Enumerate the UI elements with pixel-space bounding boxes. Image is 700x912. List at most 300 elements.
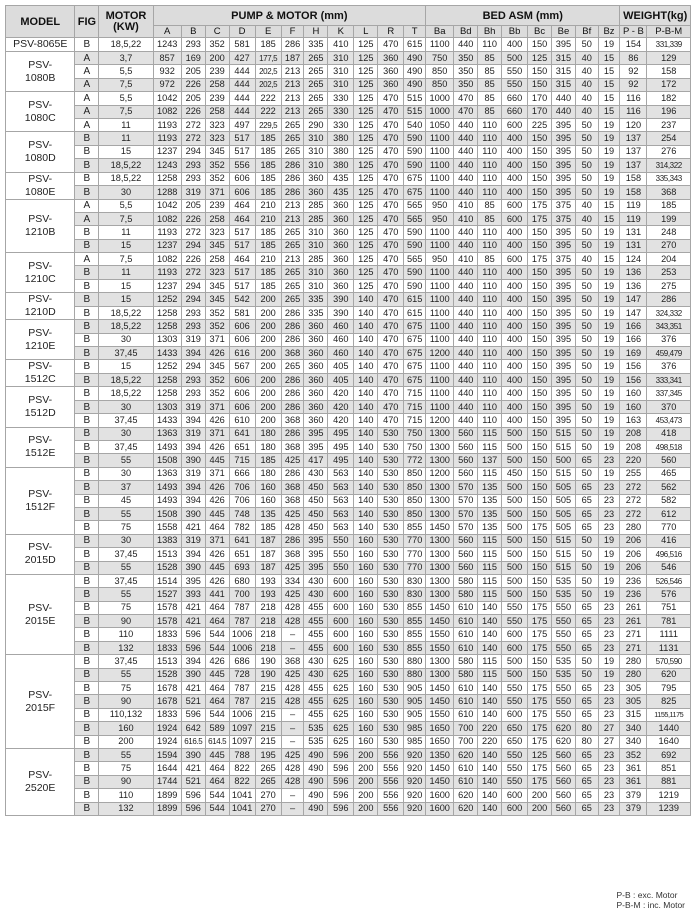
value-cell: 213 xyxy=(281,78,304,91)
value-cell: 590 xyxy=(404,132,426,145)
value-cell: 352 xyxy=(205,387,229,400)
value-cell: 50 xyxy=(575,347,598,360)
value-cell: 265 xyxy=(304,52,328,65)
value-cell: 428 xyxy=(281,762,304,775)
table-row xyxy=(6,534,691,547)
value-cell: 600 xyxy=(502,641,528,654)
value-cell: 600 xyxy=(328,615,354,628)
value-cell: 200 xyxy=(255,387,281,400)
value-cell: 470 xyxy=(378,199,404,212)
value-cell: 50 xyxy=(575,400,598,413)
value-cell: 614.5 xyxy=(205,735,229,748)
value-cell: 625 xyxy=(328,668,354,681)
value-cell: 199 xyxy=(647,212,691,225)
value-cell: – xyxy=(281,628,304,641)
value-cell: 610 xyxy=(454,601,478,614)
value-cell: 19 xyxy=(598,186,620,200)
header-sub-column: Bd xyxy=(454,26,478,38)
value-cell: 770 xyxy=(404,561,426,574)
value-cell: 905 xyxy=(404,695,426,708)
value-cell: 125 xyxy=(354,266,378,279)
value-cell: 23 xyxy=(598,708,620,721)
value-cell: 530 xyxy=(378,655,404,668)
value-cell: 185 xyxy=(255,132,281,145)
value-cell: 440 xyxy=(454,360,478,374)
value-cell: 319 xyxy=(181,400,205,413)
value-cell: 440 xyxy=(454,159,478,172)
value-cell: 140 xyxy=(354,320,378,333)
fig-cell: B xyxy=(75,748,99,761)
value-cell: 150 xyxy=(528,172,552,186)
value-cell: 700 xyxy=(454,735,478,748)
value-cell: 19 xyxy=(598,38,620,52)
value-cell: 85 xyxy=(478,92,502,105)
value-cell: 590 xyxy=(404,159,426,172)
value-cell: 400 xyxy=(502,132,528,145)
value-cell: 1513 xyxy=(153,548,181,561)
value-cell: 550 xyxy=(551,708,575,721)
value-cell: 305 xyxy=(620,682,647,695)
value-cell: 822 xyxy=(229,762,255,775)
value-cell: 615 xyxy=(404,306,426,320)
value-cell: 530 xyxy=(378,588,404,601)
fig-cell: B xyxy=(75,481,99,494)
value-cell: 550 xyxy=(551,641,575,654)
value-cell: 156 xyxy=(620,360,647,374)
value-cell: 177,5 xyxy=(255,52,281,65)
motor-kw-cell: 132 xyxy=(99,641,153,654)
motor-kw-cell: 37,45 xyxy=(99,440,153,453)
value-cell: 19 xyxy=(598,588,620,601)
value-cell: 530 xyxy=(378,722,404,735)
value-cell: 140 xyxy=(354,400,378,413)
value-cell: – xyxy=(281,735,304,748)
value-cell: 560 xyxy=(454,534,478,547)
value-cell: 418 xyxy=(647,427,691,440)
value-cell: 286 xyxy=(281,38,304,52)
header-sub-column: P - B xyxy=(620,26,647,38)
value-cell: 65 xyxy=(575,789,598,802)
fig-cell: B xyxy=(75,601,99,614)
value-cell: 1100 xyxy=(426,226,454,239)
value-cell: 440 xyxy=(551,92,575,105)
model-cell: PSV- 1080C xyxy=(6,92,75,132)
value-cell: 464 xyxy=(205,762,229,775)
value-cell: 600 xyxy=(502,628,528,641)
model-cell: PSV- 1210E xyxy=(6,320,75,360)
value-cell: 160 xyxy=(354,588,378,601)
value-cell: 505 xyxy=(551,507,575,520)
value-cell: 1243 xyxy=(153,38,181,52)
motor-kw-cell: 18,5,22 xyxy=(99,320,153,333)
value-cell: 606 xyxy=(229,373,255,387)
value-cell: 85 xyxy=(478,65,502,78)
value-cell: 160 xyxy=(354,668,378,681)
value-cell: 410 xyxy=(454,212,478,225)
fig-cell: B xyxy=(75,279,99,292)
value-cell: 589 xyxy=(205,722,229,735)
value-cell: 169 xyxy=(181,52,205,65)
value-cell: 426 xyxy=(205,574,229,587)
value-cell: 187 xyxy=(255,561,281,574)
value-cell: 147 xyxy=(620,306,647,320)
value-cell: 180 xyxy=(255,440,281,453)
value-cell: 85 xyxy=(478,105,502,118)
table-row xyxy=(6,521,691,534)
value-cell: 1041 xyxy=(229,789,255,802)
fig-cell: B xyxy=(75,507,99,520)
value-cell: 110 xyxy=(478,38,502,52)
motor-kw-cell: 37,45 xyxy=(99,414,153,427)
value-cell: 410 xyxy=(454,199,478,212)
value-cell: 1493 xyxy=(153,481,181,494)
value-cell: 517 xyxy=(229,145,255,158)
value-cell: – xyxy=(281,802,304,815)
value-cell: 19 xyxy=(598,534,620,547)
value-cell: 420 xyxy=(328,400,354,413)
table-row xyxy=(6,212,691,225)
table-row xyxy=(6,400,691,413)
value-cell: 371 xyxy=(205,534,229,547)
value-cell: 337,345 xyxy=(647,387,691,400)
value-cell: 1082 xyxy=(153,212,181,225)
value-cell: 115 xyxy=(478,427,502,440)
value-cell: 19 xyxy=(598,548,620,561)
value-cell: 470 xyxy=(378,279,404,292)
value-cell: 544 xyxy=(205,789,229,802)
value-cell: 65 xyxy=(575,708,598,721)
value-cell: 92 xyxy=(620,65,647,78)
value-cell: 215 xyxy=(255,682,281,695)
value-cell: 530 xyxy=(378,695,404,708)
value-cell: 500 xyxy=(502,534,528,547)
value-cell: 590 xyxy=(404,279,426,292)
fig-cell: B xyxy=(75,347,99,360)
table-row xyxy=(6,454,691,467)
value-cell: 213 xyxy=(281,105,304,118)
value-cell: 1252 xyxy=(153,293,181,307)
value-cell: 390 xyxy=(181,561,205,574)
value-cell: 185 xyxy=(255,239,281,252)
value-cell: 675 xyxy=(404,360,426,374)
value-cell: 150 xyxy=(528,279,552,292)
value-cell: 360 xyxy=(378,78,404,91)
value-cell: 294 xyxy=(181,279,205,292)
value-cell: 1100 xyxy=(426,373,454,387)
motor-kw-cell: 75 xyxy=(99,521,153,534)
value-cell: 625 xyxy=(328,695,354,708)
value-cell: 272 xyxy=(181,118,205,131)
value-cell: 425 xyxy=(281,454,304,467)
value-cell: 1300 xyxy=(426,507,454,520)
model-cell: PSV- 1512D xyxy=(6,387,75,427)
value-cell: 950 xyxy=(426,199,454,212)
header-sub-column: Bc xyxy=(528,26,552,38)
value-cell: 905 xyxy=(404,682,426,695)
value-cell: 706 xyxy=(229,494,255,507)
value-cell: 270 xyxy=(255,802,281,815)
value-cell: 660 xyxy=(502,105,528,118)
value-cell: 110 xyxy=(478,172,502,186)
value-cell: 600 xyxy=(502,253,528,266)
value-cell: 40 xyxy=(575,52,598,65)
value-cell: 600 xyxy=(328,628,354,641)
value-cell: 1550 xyxy=(426,641,454,654)
table-row xyxy=(6,78,691,91)
model-cell: PSV- 2520E xyxy=(6,748,75,815)
value-cell: 319 xyxy=(181,186,205,200)
value-cell: 200 xyxy=(255,293,281,307)
value-cell: 550 xyxy=(551,695,575,708)
value-cell: 40 xyxy=(575,65,598,78)
value-cell: 1200 xyxy=(426,347,454,360)
value-cell: 517 xyxy=(229,226,255,239)
value-cell: 19 xyxy=(598,561,620,574)
value-cell: 19 xyxy=(598,373,620,387)
value-cell: 550 xyxy=(502,78,528,91)
fig-cell: B xyxy=(75,454,99,467)
value-cell: 50 xyxy=(575,186,598,200)
value-cell: 222 xyxy=(255,105,281,118)
value-cell: 490 xyxy=(404,78,426,91)
value-cell: 728 xyxy=(229,668,255,681)
value-cell: 550 xyxy=(502,762,528,775)
value-cell: 550 xyxy=(502,748,528,761)
value-cell: 470 xyxy=(378,320,404,333)
value-cell: 1243 xyxy=(153,159,181,172)
value-cell: 150 xyxy=(528,574,552,587)
value-cell: 440 xyxy=(454,306,478,320)
value-cell: 610 xyxy=(454,708,478,721)
value-cell: 110 xyxy=(478,333,502,346)
motor-kw-cell: 18,5,22 xyxy=(99,373,153,387)
value-cell: 135 xyxy=(478,521,502,534)
value-cell: 464 xyxy=(205,775,229,788)
value-cell: 455 xyxy=(304,695,328,708)
value-cell: 490 xyxy=(304,762,328,775)
value-cell: 170 xyxy=(528,92,552,105)
value-cell: 150 xyxy=(528,132,552,145)
value-cell: 425 xyxy=(281,588,304,601)
value-cell: 40 xyxy=(575,253,598,266)
value-cell: 550 xyxy=(502,65,528,78)
value-cell: 1303 xyxy=(153,333,181,346)
value-cell: 110 xyxy=(478,145,502,158)
value-cell: 110 xyxy=(478,186,502,200)
value-cell: 200 xyxy=(255,400,281,413)
value-cell: 80 xyxy=(575,722,598,735)
table-row xyxy=(6,802,691,815)
value-cell: 137 xyxy=(620,132,647,145)
value-cell: 315 xyxy=(551,52,575,65)
value-cell: 50 xyxy=(575,239,598,252)
value-cell: 310 xyxy=(328,52,354,65)
value-cell: 1450 xyxy=(426,775,454,788)
value-cell: 1303 xyxy=(153,400,181,413)
value-cell: 395 xyxy=(551,132,575,145)
value-cell: 470 xyxy=(378,414,404,427)
value-cell: 27 xyxy=(598,735,620,748)
value-cell: 692 xyxy=(647,748,691,761)
value-cell: 1100 xyxy=(426,132,454,145)
value-cell: 368 xyxy=(281,481,304,494)
motor-kw-cell: 37 xyxy=(99,481,153,494)
value-cell: 563 xyxy=(328,481,354,494)
value-cell: 470 xyxy=(454,92,478,105)
value-cell: 450 xyxy=(304,507,328,520)
value-cell: 315 xyxy=(620,708,647,721)
value-cell: 394 xyxy=(181,481,205,494)
value-cell: 1899 xyxy=(153,789,181,802)
value-cell: 1100 xyxy=(426,320,454,333)
value-cell: 567 xyxy=(229,360,255,374)
value-cell: 515 xyxy=(551,548,575,561)
value-cell: 850 xyxy=(404,481,426,494)
value-cell: 405 xyxy=(328,373,354,387)
value-cell: 1363 xyxy=(153,467,181,480)
value-cell: 544 xyxy=(205,641,229,654)
value-cell: 19 xyxy=(598,118,620,131)
value-cell: 150 xyxy=(528,306,552,320)
spec-table-container xyxy=(5,5,691,816)
legend-notes xyxy=(617,890,685,910)
value-cell: 150 xyxy=(528,347,552,360)
value-cell: 261 xyxy=(620,601,647,614)
value-cell: 175 xyxy=(528,708,552,721)
table-row xyxy=(6,360,691,374)
value-cell: 265 xyxy=(281,360,304,374)
value-cell: 150 xyxy=(528,427,552,440)
value-cell: 390 xyxy=(181,668,205,681)
value-cell: 390 xyxy=(181,748,205,761)
value-cell: 258 xyxy=(205,105,229,118)
value-cell: 470 xyxy=(378,186,404,200)
table-row xyxy=(6,467,691,480)
value-cell: 185 xyxy=(647,199,691,212)
motor-kw-cell: 11 xyxy=(99,132,153,145)
model-cell: PSV- 1210C xyxy=(6,253,75,293)
value-cell: 368 xyxy=(281,347,304,360)
value-cell: 125 xyxy=(354,145,378,158)
value-cell: 425 xyxy=(281,561,304,574)
fig-cell: B xyxy=(75,186,99,200)
value-cell: 160 xyxy=(354,574,378,587)
value-cell: 131 xyxy=(620,239,647,252)
value-cell: 110 xyxy=(478,414,502,427)
value-cell: 175 xyxy=(528,695,552,708)
value-cell: 294 xyxy=(181,360,205,374)
value-cell: 380 xyxy=(328,145,354,158)
value-cell: 490 xyxy=(304,789,328,802)
value-cell: 65 xyxy=(575,641,598,654)
value-cell: 85 xyxy=(478,78,502,91)
value-cell: 390 xyxy=(328,293,354,307)
model-cell: PSV- 1512E xyxy=(6,427,75,467)
value-cell: 395 xyxy=(551,266,575,279)
header-sub-column: Be xyxy=(551,26,575,38)
fig-cell: B xyxy=(75,735,99,748)
value-cell: 85 xyxy=(478,199,502,212)
value-cell: 560 xyxy=(551,762,575,775)
value-cell: 1100 xyxy=(426,159,454,172)
value-cell: 400 xyxy=(502,387,528,400)
motor-kw-cell: 15 xyxy=(99,239,153,252)
value-cell: 464 xyxy=(205,695,229,708)
value-cell: 254 xyxy=(647,132,691,145)
value-cell: 50 xyxy=(575,373,598,387)
value-cell: 500 xyxy=(551,454,575,467)
value-cell: 135 xyxy=(478,494,502,507)
value-cell: 272 xyxy=(620,494,647,507)
table-row xyxy=(6,427,691,440)
value-cell: 850 xyxy=(404,467,426,480)
value-cell: 440 xyxy=(454,347,478,360)
value-cell: 1006 xyxy=(229,641,255,654)
model-cell: PSV- 1080B xyxy=(6,52,75,92)
value-cell: 562 xyxy=(647,481,691,494)
value-cell: 285 xyxy=(304,199,328,212)
value-cell: 395 xyxy=(551,306,575,320)
value-cell: 116 xyxy=(620,105,647,118)
motor-kw-cell: 75 xyxy=(99,762,153,775)
value-cell: 1300 xyxy=(426,668,454,681)
value-cell: 1383 xyxy=(153,534,181,547)
value-cell: 395 xyxy=(551,145,575,158)
value-cell: 470 xyxy=(378,387,404,400)
table-row xyxy=(6,159,691,172)
value-cell: 19 xyxy=(598,574,620,587)
value-cell: 445 xyxy=(205,748,229,761)
motor-kw-cell: 30 xyxy=(99,427,153,440)
motor-kw-cell: 18,5,22 xyxy=(99,172,153,186)
value-cell: 394 xyxy=(181,494,205,507)
value-cell: 19 xyxy=(598,279,620,292)
value-cell: 395 xyxy=(551,38,575,52)
value-cell: 1193 xyxy=(153,118,181,131)
value-cell: 15 xyxy=(598,212,620,225)
value-cell: 200 xyxy=(255,347,281,360)
value-cell: 65 xyxy=(575,601,598,614)
fig-cell: B xyxy=(75,414,99,427)
value-cell: 125 xyxy=(354,159,378,172)
motor-kw-cell: 55 xyxy=(99,748,153,761)
model-cell: PSV- 1512F xyxy=(6,467,75,534)
value-cell: 272 xyxy=(181,226,205,239)
value-cell: 150 xyxy=(528,373,552,387)
value-cell: 1193 xyxy=(153,132,181,145)
value-cell: 86 xyxy=(620,52,647,65)
header-motor-line1: MOTOR xyxy=(105,9,147,22)
value-cell: 175 xyxy=(528,521,552,534)
value-cell: 140 xyxy=(478,762,502,775)
value-cell: 850 xyxy=(404,494,426,507)
value-cell: 464 xyxy=(229,212,255,225)
value-cell: 400 xyxy=(502,239,528,252)
fig-cell: B xyxy=(75,789,99,802)
value-cell: 1528 xyxy=(153,668,181,681)
value-cell: 880 xyxy=(404,655,426,668)
value-cell: 65 xyxy=(575,615,598,628)
value-cell: 1300 xyxy=(426,561,454,574)
value-cell: 517 xyxy=(229,132,255,145)
value-cell: 395 xyxy=(551,239,575,252)
motor-kw-cell: 15 xyxy=(99,293,153,307)
value-cell: 352 xyxy=(205,306,229,320)
motor-kw-cell: 7,5 xyxy=(99,212,153,225)
table-row xyxy=(6,105,691,118)
value-cell: 200 xyxy=(528,802,552,815)
value-cell: 440 xyxy=(551,105,575,118)
